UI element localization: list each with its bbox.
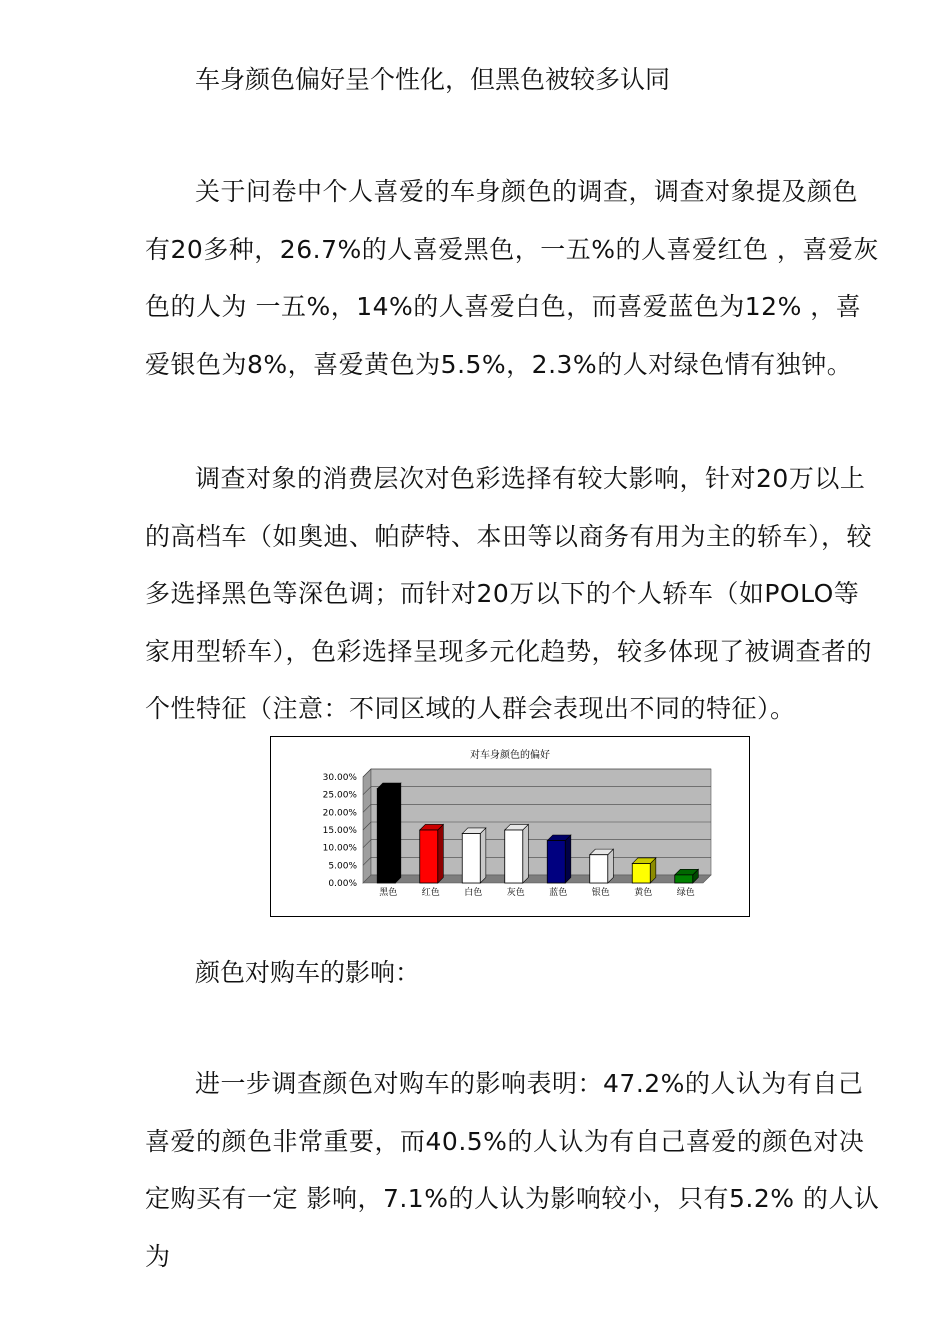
color-preference-chart [270, 736, 750, 917]
bar [462, 834, 480, 883]
x-tick-label: 红色 [421, 888, 440, 898]
bar [590, 855, 608, 883]
chart-svg [271, 737, 749, 916]
bar [547, 841, 565, 883]
bar [632, 864, 650, 883]
chart-floor [363, 875, 711, 883]
paragraph-purchase-influence: 进一步调查颜色对购车的影响表明：47.2%的人认为有自己喜爱的颜色非常重要，而40.5%的人认为有自己喜爱的颜色对决定购买有一定 影响，7.1%的人认为影响较小，只有5.2% 的人认为 [145, 1069, 880, 1271]
x-tick-label: 绿色 [676, 888, 695, 898]
bar-side [565, 835, 571, 883]
x-tick-label: 黄色 [634, 888, 653, 898]
paragraph-consumer-level: 调查对象的消费层次对色彩选择有较大影响，针对20万以上的高档车（如奥迪、帕萨特、本田等以商务有用为主的轿车），较多选择黑色等深色调；而针对20万以下的个人轿车（如POLO等家用型轿车），色彩选择呈现多元化趋势，较多体现了被调查者的个性特征（注意：不同区域的人群会表现出不同的特征）。 [145, 464, 873, 723]
x-tick-label: 黑色 [379, 888, 398, 898]
y-tick-label: 30.00% [322, 773, 357, 783]
bar [377, 789, 395, 883]
y-tick-label: 25.00% [322, 790, 357, 801]
bar-side [395, 783, 401, 883]
y-tick-label: 15.00% [322, 826, 357, 836]
x-tick-label: 银色 [591, 888, 610, 898]
bar-side [438, 824, 444, 883]
y-tick-label: 20.00% [322, 808, 357, 819]
bar [420, 830, 438, 883]
y-tick-label: 5.00% [328, 861, 357, 872]
x-tick-label: 灰色 [506, 888, 525, 898]
bar-side [480, 828, 486, 883]
bar [675, 875, 693, 883]
section-heading-color-preference: 车身颜色偏好呈个性化，但黑色被较多认同 [195, 65, 671, 94]
y-tick-label: 10.00% [322, 843, 357, 854]
section-heading-color-influence: 颜色对购车的影响： [195, 958, 421, 987]
x-tick-label: 蓝色 [549, 888, 568, 898]
bar [505, 830, 523, 883]
x-tick-label: 白色 [464, 888, 483, 898]
y-tick-label: 0.00% [328, 879, 357, 889]
paragraph-color-survey: 关于问卷中个人喜爱的车身颜色的调查，调查对象提及颜色有20多种，26.7%的人喜爱黑色，一五%的人喜爱红色 ，喜爱灰色的人为 一五%，14%的人喜爱白色，而喜爱蓝色为12% ，喜爱银色为8%，喜爱黄色为5.5%，2.3%的人对绿色情有独钟。 [145, 177, 879, 379]
bar-side [523, 824, 529, 883]
chart-title: 对车身颜色的偏好 [470, 750, 550, 761]
